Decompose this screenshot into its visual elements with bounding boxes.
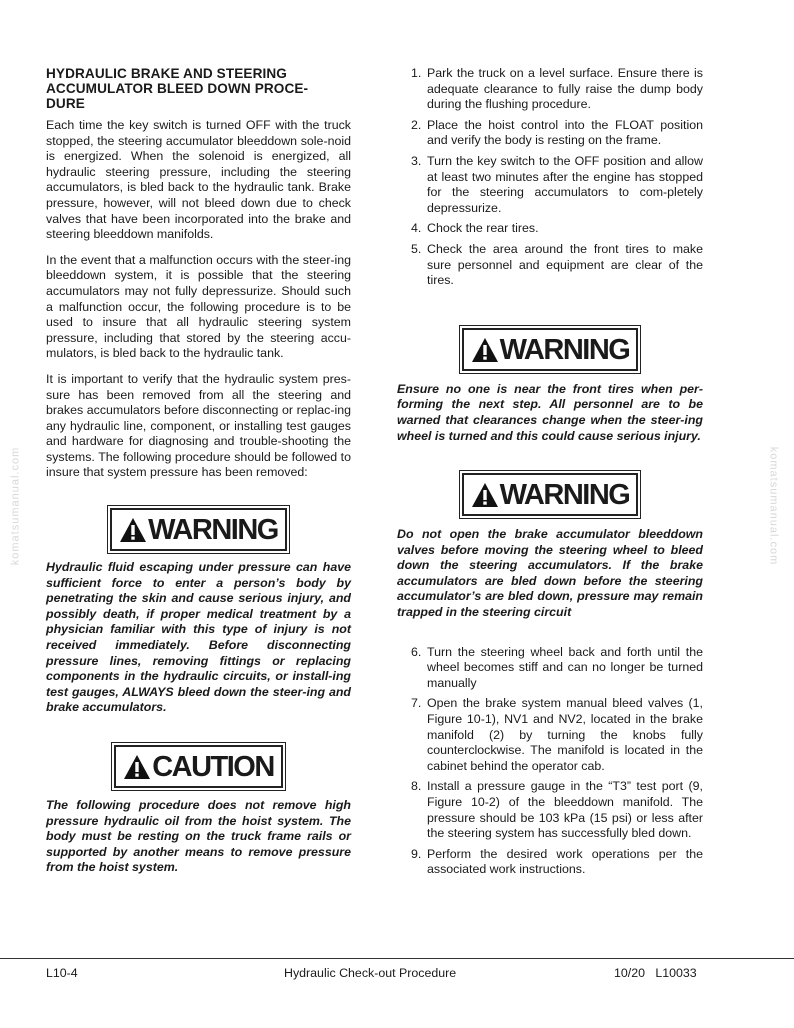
steps-list-a xyxy=(397,66,703,289)
intro-paragraph-2: In the event that a malfunction occurs with the steer-ing bleeddown system, it is possible that the steering accumulators may not fully depressurize. Should such a malfunction occur, the following procedure is to be used to insure that all hydraulic steering system pressure, including that stored by the steering accu-mulators, is bled back to the hydraulic tank. xyxy=(46,252,351,361)
section-title-line-2: ACCUMULATOR BLEED DOWN PROCE- xyxy=(46,81,309,96)
section-title-line-3: DURE xyxy=(46,96,85,111)
warning-sign-3 xyxy=(459,470,642,519)
list-item: 4. Chock the rear tires. xyxy=(411,221,539,236)
right-column xyxy=(397,66,703,883)
warning-label: WARNING xyxy=(499,479,630,512)
list-item: 2. Place the hoist control into the FLOAT position and verify the body is resting on the frame. xyxy=(411,117,703,148)
warning-label: WARNING xyxy=(148,514,278,547)
list-item: 8. Install a pressure gauge in the “T3” test port (9, Figure 10-2) of the bleeddown manifold. The pressure should be 103 kPa (15 psi) or less after the steering system has successfully bled down. xyxy=(411,779,703,841)
caution-sign-wrap xyxy=(46,742,351,791)
warning-sign-1 xyxy=(107,505,290,554)
footer-chapter-title: Hydraulic Check-out Procedure xyxy=(284,966,457,980)
steps-list-b xyxy=(397,645,703,878)
footer-page-number: L10-4 xyxy=(46,966,78,980)
list-item: 1. Park the truck on a level surface. Ensure there is adequate clearance to fully raise the dump body during the flushing procedure. xyxy=(411,66,703,112)
caution-text: The following procedure does not remove high pressure hydraulic oil from the hoist system. The body must be resting on the truck frame rails or supported by another means to remove pressure from the hoist system. xyxy=(46,798,351,875)
warning-sign-2-wrap xyxy=(397,325,703,374)
watermark-left: komatsumanual.com xyxy=(9,446,22,566)
list-item: 5. Check the area around the front tires to make sure personnel and equipment are clear of the tires. xyxy=(411,241,703,288)
list-item: 7. Open the brake system manual bleed valves (1, Figure 10-1), NV1 and NV2, located in the brake manifold (2) by turning the knobs fully counterclockwise. The manifold is located in the cabinet behind the operator cab. xyxy=(411,696,703,773)
warning-text-3: Do not open the brake accumulator bleeddown valves before moving the steering wheel to bleed down the steering accumulators. If the brake accumulators are bled down before the steering accumulator’s are bled down, pressure may remain trapped in the steering circuit xyxy=(397,527,703,620)
footer-rule xyxy=(0,958,794,959)
warning-sign-3-wrap xyxy=(397,470,703,519)
warning-sign-1-wrap xyxy=(46,505,351,554)
caution-triangle-icon xyxy=(123,754,151,780)
list-item: 6. Turn the steering wheel back and forth until the wheel becomes stiff and can no longer be turned manually xyxy=(411,644,703,690)
list-item: 9. Perform the desired work operations per the associated work instructions. xyxy=(411,846,703,877)
warning-sign-2 xyxy=(459,325,642,374)
warning-text-2: Ensure no one is near the front tires when per-forming the next step. All personnel are to be warned that clearances change when the steer-ing wheel is turned and this could cause serious injury. xyxy=(397,381,703,443)
footer-doc-code: 10/20 L10033 xyxy=(614,966,697,980)
section-title-line-1: HYDRAULIC BRAKE AND STEERING xyxy=(46,66,287,81)
left-column xyxy=(46,66,351,876)
warning-triangle-icon xyxy=(471,337,499,363)
caution-label: CAUTION xyxy=(152,751,274,783)
warning-text-1: Hydraulic fluid escaping under pressure can have sufficient force to enter a person’s body by penetrating the skin and cause serious injury, and possibly death, if proper medical treatment by a physician familiar with this type of injury is not received immediately. Before disconnecting pressure lines, removing fittings or replacing components in the hydraulic circuits, or install-ing test gauges, ALWAYS bleed down the steer-ing and brake accumulators. xyxy=(46,560,351,715)
caution-sign xyxy=(111,742,286,791)
warning-triangle-icon xyxy=(119,517,147,543)
watermark-right: komatsumanual.com xyxy=(767,446,780,566)
warning-triangle-icon xyxy=(471,482,499,508)
section-title xyxy=(46,66,351,111)
list-item: 3. Turn the key switch to the OFF position and allow at least two minutes after the engine has stopped for the steering accumulators to com-pletely depressurize. xyxy=(411,153,703,215)
intro-paragraph-3: It is important to verify that the hydraulic system pres-sure has been removed from all the steering and brakes accumulators before disconnecting or replac-ing any hydraulic line, component, or installing test gauges and hardware for diagnosing and trouble-shooting the systems. The following procedure should be followed to insure that system pressure has been removed: xyxy=(46,371,351,480)
intro-paragraph-1: Each time the key switch is turned OFF with the truck stopped, the steering accumulator bleeddown sole-noid is energized. When the solenoid is energized, all hydraulic steering pressure, including the steering accumulators, is bled back to the hydraulic tank. Brake pressure, however, will not bleed down due to check valves that have been incorporated into the brake and steering bleeddown manifolds. xyxy=(46,118,351,242)
warning-label: WARNING xyxy=(499,333,630,366)
